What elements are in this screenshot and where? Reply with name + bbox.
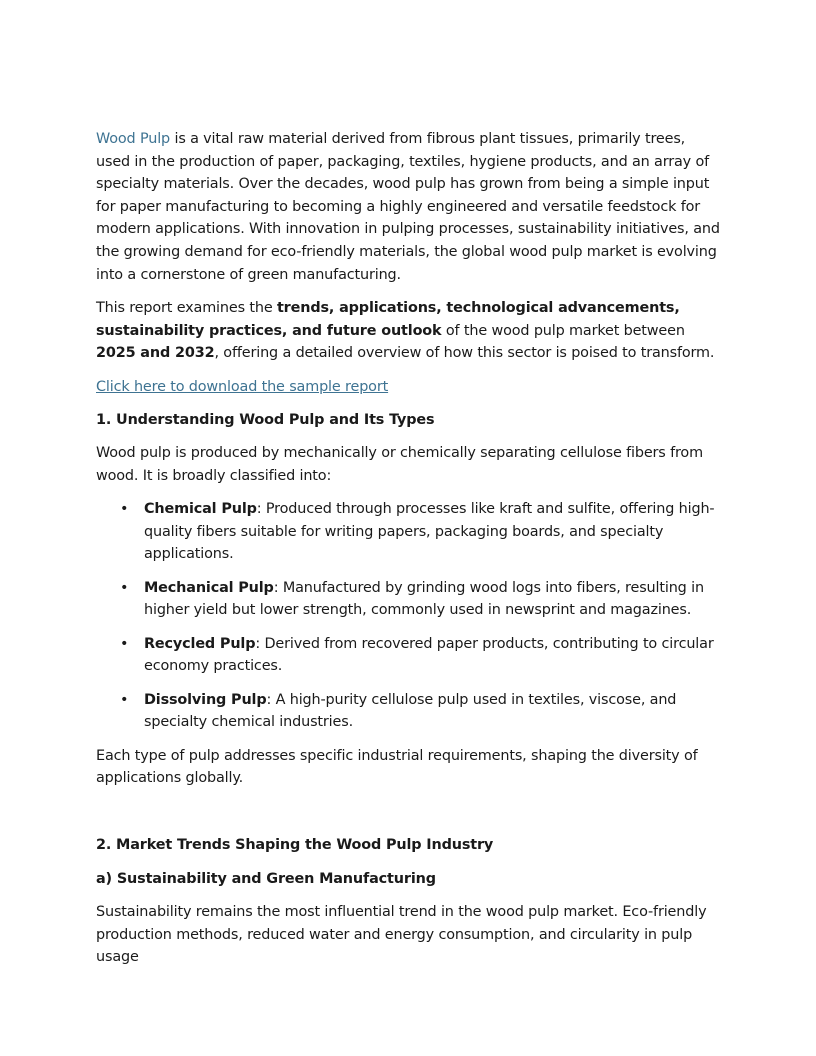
download-paragraph bbox=[96, 376, 722, 399]
report-middle: of the wood pulp market between bbox=[441, 322, 685, 339]
list-item-term: Chemical Pulp bbox=[144, 501, 257, 518]
section-2a-body: Sustainability remains the most influential trend in the wood pulp market. Eco-friendly production methods, reduced water and energy consumption, and circularity in pulp usage bbox=[96, 903, 707, 966]
section-1-heading: 1. Understanding Wood Pulp and Its Types bbox=[96, 411, 435, 428]
section-2a-subheading: a) Sustainability and Green Manufacturing bbox=[96, 870, 436, 887]
list-item-desc: : Produced through processes like kraft and sulfite, offering high-quality fibers suitable for writing papers, packaging boards, and specialty applications. bbox=[144, 501, 715, 563]
list-item-chemical-pulp bbox=[120, 498, 722, 566]
bullet-icon: • bbox=[120, 691, 129, 708]
list-item-mechanical-pulp bbox=[120, 577, 722, 622]
bullet-icon: • bbox=[120, 501, 129, 518]
document-page bbox=[96, 128, 722, 980]
report-topics: trends, applications, technological advancements, sustainability practices, and future outlook bbox=[96, 299, 680, 339]
section-1-intro: Wood pulp is produced by mechanically or chemically separating cellulose fibers from wood. It is broadly classified into: bbox=[96, 445, 703, 484]
intro-text: is a vital raw material derived from fibrous plant tissues, primarily trees, used in the production of paper, packaging, textiles, hygiene products, and an array of specialty materials. Over the decades, wood pulp has grown from being a simple input for paper manufacturing to becoming a highly engineered and versatile feedstock for modern applications. With innovation in pulping processes, sustainability initiatives, and the growing demand for eco-friendly materials, the global wood pulp market is evolving into a cornerstone of green manufacturing. bbox=[96, 131, 720, 283]
list-item-desc: : Manufactured by grinding wood logs into fibers, resulting in higher yield but lower strength, commonly used in newsprint and magazines. bbox=[144, 579, 704, 619]
pulp-types-list bbox=[96, 498, 722, 734]
report-tail: , offering a detailed overview of how this sector is poised to transform. bbox=[214, 345, 715, 362]
bullet-icon: • bbox=[120, 635, 129, 652]
intro-paragraph bbox=[96, 128, 722, 286]
report-paragraph bbox=[96, 297, 722, 365]
list-item-term: Mechanical Pulp bbox=[144, 579, 274, 596]
report-lead: This report examines the bbox=[96, 299, 277, 316]
report-years: 2025 and 2032 bbox=[96, 345, 215, 362]
list-item-term: Dissolving Pulp bbox=[144, 691, 267, 708]
section-1-closing: Each type of pulp addresses specific industrial requirements, shaping the diversity of applications globally. bbox=[96, 747, 698, 787]
bullet-icon: • bbox=[120, 579, 129, 596]
list-item-dissolving-pulp bbox=[120, 689, 722, 734]
list-item-desc: : A high-purity cellulose pulp used in textiles, viscose, and specialty chemical industries. bbox=[144, 691, 677, 731]
section-spacer bbox=[96, 801, 722, 834]
wood-pulp-link[interactable]: Wood Pulp bbox=[96, 131, 171, 147]
section-2-heading: 2. Market Trends Shaping the Wood Pulp Industry bbox=[96, 837, 494, 854]
list-item-term: Recycled Pulp bbox=[144, 635, 256, 652]
download-sample-link[interactable]: Click here to download the sample report bbox=[96, 378, 389, 395]
list-item-desc: : Derived from recovered paper products, contributing to circular economy practices. bbox=[144, 635, 714, 675]
list-item-recycled-pulp bbox=[120, 633, 722, 678]
